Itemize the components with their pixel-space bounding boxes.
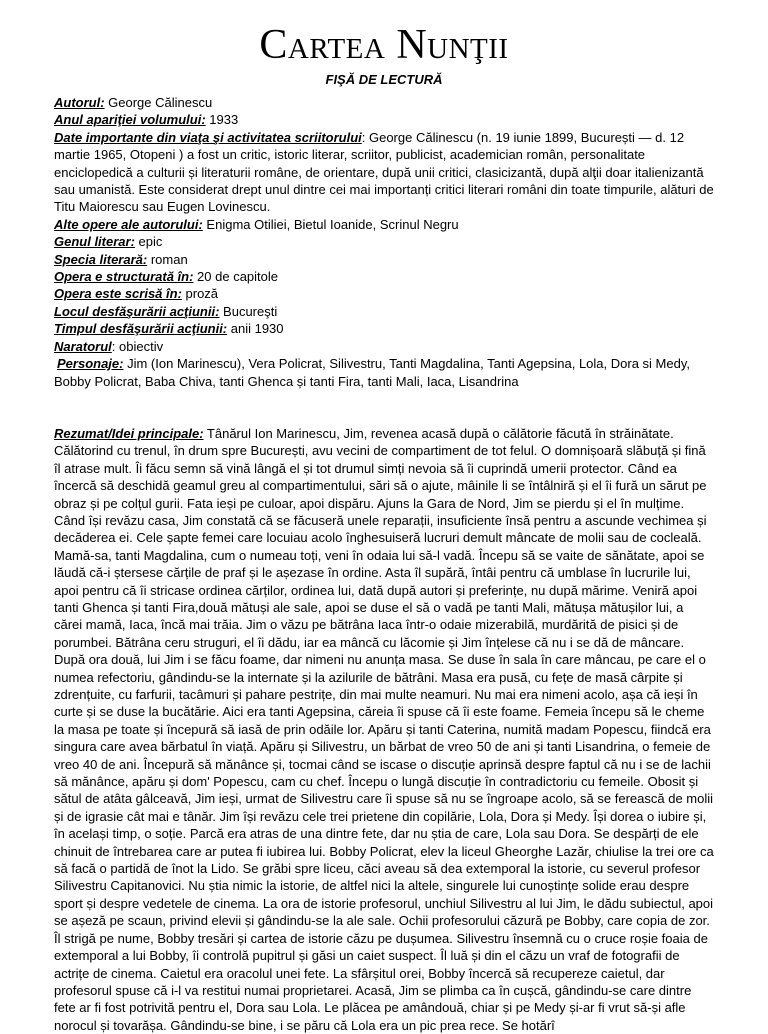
field-label: Alte opere ale autorului: [54, 216, 203, 232]
field-value: anii 1930 [227, 321, 284, 337]
field-narator [54, 338, 714, 355]
field-label: Autorul: [54, 95, 105, 110]
field-alte-opere [54, 216, 714, 233]
field-label: Naratorul [54, 338, 112, 354]
field-value: roman [147, 251, 188, 267]
field-label: Genul literar: [54, 234, 135, 250]
field-value: Jim (Ion Marinescu), Vera Policrat, Silivestru, Tanti Magdalina, Tanti Agepsina, Lola, Dora si Medy, Bobby Policrat, Baba Chiva, tanti Ghenca și tanti Fira, tanti Mali, Iaca, Lisandrina [54, 356, 690, 389]
field-an-aparitie [54, 111, 714, 128]
field-locul-actiunii [54, 303, 714, 320]
field-autor [54, 94, 714, 111]
field-label: Opera e structurată în: [54, 269, 194, 285]
field-date-importante [54, 129, 714, 216]
field-label: Opera este scrisă în: [54, 286, 182, 302]
field-label: Anul apariţiei volumului: [54, 112, 206, 128]
field-value: epic [134, 234, 163, 250]
field-scrisa-in [54, 285, 714, 302]
field-structura [54, 268, 714, 285]
field-label: Specia literară: [54, 251, 148, 267]
field-value: George Călinescu [104, 95, 213, 110]
field-value: proză [181, 286, 219, 302]
field-label: Personaje: [57, 356, 124, 372]
field-label: Timpul desfăşurării acţiunii: [54, 321, 228, 337]
summary-paragraph [54, 425, 714, 1034]
summary-label: Rezumat/Idei principale: [54, 425, 204, 441]
document-title: Cartea Nunţii [259, 22, 509, 68]
field-value: : obiectiv [111, 338, 164, 354]
field-personaje [54, 355, 714, 390]
field-value: Bucureşti [219, 303, 278, 319]
field-value: Enigma Otiliei, Bietul Ioanide, Scrinul Negru [202, 216, 459, 232]
field-value: 1933 [205, 112, 239, 128]
spacer [54, 390, 714, 425]
summary-text: Tânărul Ion Marinescu, Jim, revenea acasă după o călătorie făcută în străinătate. Călătorind cu trenul, în drum spre București, avu vecini de compartiment de tot felul. O domnișoară slăbuță și fină îl atrase mult. Îi făcu semn să vină lângă el și tot drumul simți nevoia să îi cuprindă umerii protector. Când ea încercă să deschidă geamul greu al compartimentului, sări să o ajute, mâinile li se întâlniră și el îi fură un sărut pe obraz și pe colțul gurii. Fata ieși pe culoar, apoi dispăru. Ajuns la Gara de Nord, Jim se pierdu și el în mulțime. Când își revăzu casa, Jim constată că se făcuseră unele reparații, insuficiente însă pentru a ascunde vechimea și decăderea ei. Cele șapte femei care locuiau acolo înghesuiseră lucruri demult mâncate de molii sau de cocleală. Mamă-sa, tanti Magdalina, cum o numeau toți, veni în odaia lui să-l vadă. Începu să se vaite de sănătate, apoi se lăudă că-i ștersese cărțile de praf și le așezase în ordine. Asta îl supără, întâi pentru că umblase în lucrurile lui, apoi pentru că îi stricase ordinea cărților, ordinea lui, dată după autori și preferințe, nu după mărime. Veniră apoi tanti Ghenca și tanti Fira,două mătuși ale sale, apoi se duse el să o vadă pe tanti Mali, mătușa mătușilor lui, a cărei mamă, Iaca, încă mai trăia. Jim o văzu pe bătrâna Iaca într-o odaie mizerabilă, murdărită de pisici și de porumbei. Bătrâna ceru struguri, el îi dădu, iar ea mâncă cu lăcomie și Jim înțelese că nu i se dă de mâncare. După ora două, lui Jim i se făcu foame, dar nimeni nu anunța masa. Se duse în sala în care mâncau, pe care el o numea refectoriu, gândindu-se la internate și la azilurile de bătrâni. Masa era pusă, cu fețe de masă cârpite și zdrențuite, cu farfurii, tacâmuri și pahare pestrițe, din mai multe neamuri. Nu mai era nimeni acolo, așa că ieși în curte și se duse la bucătărie. Aici era tanti Agepsina, căreia îi spuse că îi este foame. Femeia începu să le cheme la masa pe toate și începură să iasă de prin odăile lor. Apăru și tanti Caterina, numită madam Popescu, fiindcă era singura care avea bărbatul în viață. Apăru și Silivestru, un bărbat de vreo 50 de ani și tanti Lisandrina, o femeie de vreo 40 de ani. Începură să mănânce și, tocmai când se iscase o discuție aprinsă despre faptul că nu i se de lachii să mănânce, apăru și dom' Popescu, cam cu chef. Începu o lungă discuție în contradictoriu cu femeile. Obosit și sătul de atâta gâlceavă, Jim ieși, urmat de Silivestru care îi spuse să nu se îngroape acolo, să se ferească de molii și de igrasie cât mai e tânăr. Jim își revăzu cele trei prietene din copilărie, Lola, Dora și Medy. Își dorea o iubire și, în același timp, o soție. Parcă era atras de una dintre fete, dar nu știa de care, Lola sau Dora. Se despărți de ele chinuit de întrebarea care ar putea fi iubirea lui. Bobby Policrat, elev la liceul Gheorghe Lazăr, chiulise la trei ore ca să facă o partidă de înot la Lido. Se grăbi spre liceu, căci aveau să dea extemporal la istorie, cu severul profesor Silivestru Capitanovici. Nu știa nimic la istorie, de altfel nici la altele, singurele lui cunoștințe solide erau despre sport și despre vedetele de cinema. La ora de istorie profesorul, unchiul Silivestru al lui Jim, le dădu subiectul, apoi se așeză pe scaun, privind elevii și gândindu-se la ale sale. Ochii profesorului căzură pe Bobby, care copia de zor. Îl strigă pe nume, Bobby tresări și cartea de istorie căzu pe dușumea. Silivestru însemnă cu o cruce roșie foaia de extemporal a lui Bobby, îi controlă pupitrul și găsi un caiet suspect. Îl luă și din el căzu un vraf de fotografii de actrițe de cinema. Caietul era oracolul unei fete. La sfârșitul orei, Bobby încercă să recupereze caietul, dar profesorul spuse că i-l va restitui numai proprietarei. Acasă, Jim se plimba ca în cușcă, gândindu-se care dintre fete ar fi fost potrivită pentru el, Dora sau Lola. Le plăcea pe amândouă, chiar și pe Medy și-ar fi vrut să-și afle norocul și tovarășa. Gândindu-se bine, i se păru că Lola era un pic prea rece. Se hotărî [54, 425, 714, 1033]
reading-fields [54, 94, 714, 390]
field-gen-literar [54, 233, 714, 250]
field-value: : George Călinescu (n. 19 iunie 1899, București — d. 12 martie 1965, Otopeni ) a fost un critic, istoric literar, scriitor, publicist, academician român, personalitate enciclopedică a culturii și literaturii române, de orientare, după unii critici, clasicizantă, după alţii doar italienizantă sau umanistă. Este considerat drept unul dintre cei mai importanți critici literari români din toate timpurile, alături de Titu Maiorescu sau Eugen Lovinescu. [54, 129, 714, 215]
field-specia-literara [54, 251, 714, 268]
field-label: Date importante din viaţa şi activitatea scriitorului [54, 129, 362, 145]
field-timpul-actiunii [54, 320, 714, 337]
field-value: 20 de capitole [193, 269, 279, 285]
document-subtitle: FIŞĂ DE LECTURĂ [325, 72, 443, 87]
field-label: Locul desfăşurării acţiunii: [54, 303, 220, 319]
